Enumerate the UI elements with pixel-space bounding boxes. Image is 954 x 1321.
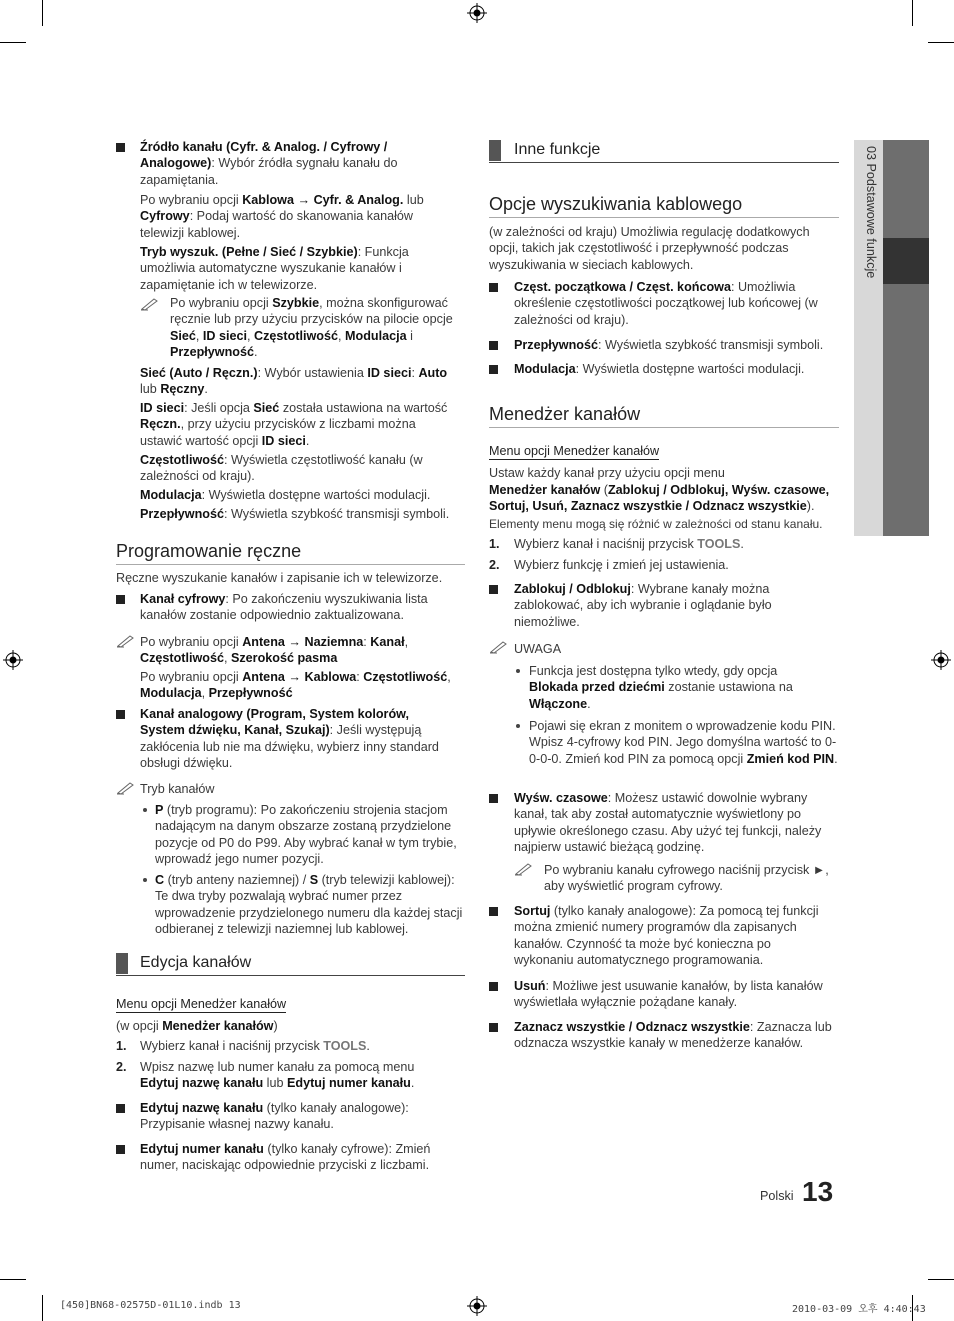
channel-mode-item: C (tryb anteny naziemnej) / S (tryb telewizji kablowej): Te dwa tryby pozwalają wybrać numer przez wprowadzenie przydzielonego numeru dla każdej stacji odbieranej z telewizji naziemnej lub kablowej. [155, 873, 463, 937]
start-stop-freq-item: Częst. początkowa / Częst. końcowa: Umożliwia określenie częstotliwości początkowej lub końcowej (w zależności od kraju). [514, 280, 818, 327]
note-item-2: Pojawi się ekran z monitem o wprowadzenie kodu PIN. Wpisz 4-cyfrowy kod PIN. Jego domyślna wartość to 0-0-0-0. Zmień kod PIN za pomocą opcji Zmień kod PIN. [529, 719, 838, 766]
edit-number-item: Edytuj numer kanału (tylko kanały cyfrowe): Zmień numer, naciskając odpowiednie przyciski z liczbami. [140, 1142, 431, 1173]
digital-channel-note: Po wybraniu kanału cyfrowego naciśnij przycisk ►, aby wyświetlić program cyfrowy. [544, 863, 829, 894]
step-number: 2. [116, 1060, 127, 1074]
section-edit-channel: Edycja kanałów [140, 954, 252, 971]
heading-channel-manager: Menedżer kanałów [489, 404, 641, 424]
step-1: Wybierz kanał i naciśnij przycisk TOOLS. [514, 537, 744, 551]
section-bar [116, 953, 128, 974]
page-language: Polski [760, 1189, 794, 1203]
step-2: Wybierz funkcję i zmień jej ustawienia. [514, 558, 729, 572]
timer-view-item: Wyśw. czasowe: Możesz ustawić dowolnie wybrany kanał, tak aby został automatycznie wyświetlony po upływie określonego czasu. Aby użyć tej funkcji, należy najpierw ustawić bieżącą godzinę. [514, 791, 822, 855]
crop-mark [0, 1279, 26, 1280]
manager-intro-2: Menedżer kanałów (Zablokuj / Odblokuj, Wyśw. czasowe, Sortuj, Usuń, Zaznacz wszystkie / Odznacz wszystkie). [489, 483, 830, 514]
bullet-icon [116, 143, 125, 152]
step-number: 1. [116, 1039, 127, 1053]
dot-bullet-icon [143, 878, 147, 882]
crop-mark [0, 42, 26, 43]
page-number: 13 [802, 1176, 834, 1207]
registration-mark-icon [467, 3, 487, 23]
sort-item: Sortuj (tylko kanały analogowe): Za pomocą tej funkcji można zmienić numery programów dla zapisanych kanałów. Czynność ta może być konieczna po wykonaniu automatycznego programowania. [514, 904, 819, 968]
bullet-icon [489, 283, 498, 292]
bullet-icon [116, 595, 125, 604]
bullet-icon [116, 710, 125, 719]
heading-manual-tuning: Programowanie ręczne [116, 541, 302, 561]
manual-intro: Ręczne wyszukanie kanałów i zapisanie ich w telewizorze. [116, 571, 443, 585]
symbol-rate-paragraph: Przepływność: Wyświetla szybkość transmisji symboli. [140, 507, 450, 521]
manager-intro-3: Elementy menu mogą się różnić w zależności od stanu kanału. [489, 517, 823, 531]
registration-mark-icon [467, 1296, 487, 1316]
section-rule [489, 162, 839, 163]
antenna-terrestrial-note: Po wybraniu opcji Antena → Naziemna: Kanał, Częstotliwość, Szerokość pasma [140, 635, 409, 666]
antenna-cable-note: Po wybraniu opcji Antena → Kablowa: Częstotliwość, Modulacja, Przepływność [140, 670, 451, 701]
digital-channel-item: Kanał cyfrowy: Po zakończeniu wyszukiwania lista kanałów zostanie odpowiednio zaktualizowana. [140, 592, 428, 623]
heading-rule [116, 564, 465, 565]
note-pencil-icon [514, 862, 534, 876]
bullet-icon [489, 907, 498, 916]
step-2: Wpisz nazwę lub numer kanału za pomocą menu Edytuj nazwę kanału lub Edytuj numer kanału. [140, 1060, 415, 1091]
step-number: 1. [489, 537, 500, 551]
crop-mark [42, 1295, 43, 1321]
note-label: UWAGA [514, 642, 562, 656]
menu-title: Menu opcji Menedżer kanałów [116, 997, 287, 1011]
crop-mark [928, 1279, 954, 1280]
bullet-icon [489, 982, 498, 991]
note-pencil-icon [116, 781, 136, 795]
footer-date: 2010-03-09 오후 4:40:43 [792, 1304, 926, 1315]
modulation-paragraph: Modulacja: Wyświetla dostępne wartości modulacji. [140, 488, 431, 502]
bullet-icon [489, 365, 498, 374]
lock-item: Zablokuj / Odblokuj: Wybrane kanały można zablokować, aby ich wybranie i oglądanie było niemożliwe. [514, 582, 772, 629]
channel-mode-note: Tryb kanałów [140, 782, 215, 796]
note-item-1: Funkcja jest dostępna tylko wtedy, gdy opcja Blokada przed dziećmi zostanie ustawiona na Włączone. [529, 664, 793, 711]
chapter-tab-marker [883, 238, 929, 284]
registration-mark-icon [3, 650, 23, 670]
note-pencil-icon [140, 297, 160, 311]
heading-cable-search: Opcje wyszukiwania kablowego [489, 194, 743, 214]
cable-paragraph: Po wybraniu opcji Kablowa → Cyfr. & Analog. lub Cyfrowy: Podaj wartość do skanowania kanałów telewizji kablowej. [140, 193, 424, 240]
menu-title: Menu opcji Menedżer kanałów [489, 444, 660, 458]
menu-subtitle: (w opcji Menedżer kanałów) [116, 1019, 278, 1033]
modulation-item: Modulacja: Wyświetla dostępne wartości modulacji. [514, 362, 805, 376]
section-other-functions: Inne funkcje [514, 141, 601, 158]
registration-mark-icon [931, 650, 951, 670]
bullet-icon [489, 1023, 498, 1032]
heading-rule [489, 217, 839, 218]
crop-mark [928, 42, 954, 43]
source-item: Źródło kanału (Cyfr. & Analog. / Cyfrowy / Analogowe): Wybór źródła sygnału kanału do zapamiętania. [140, 140, 398, 187]
note-pencil-icon [116, 634, 136, 648]
dot-bullet-icon [516, 669, 520, 673]
bullet-icon [489, 585, 498, 594]
heading-rule [489, 427, 839, 428]
bullet-icon [116, 1145, 125, 1154]
frequency-paragraph: Częstotliwość: Wyświetla częstotliwość kanału (w zależności od kraju). [140, 453, 423, 484]
bullet-icon [489, 341, 498, 350]
cable-intro: (w zależności od kraju) Umożliwia regulację dodatkowych opcji, takich jak częstotliwość i przepływność podczas wyszukiwania w sieciach kablowych. [489, 225, 810, 272]
bullet-icon [489, 794, 498, 803]
step-1: Wybierz kanał i naciśnij przycisk TOOLS. [140, 1039, 370, 1053]
select-all-item: Zaznacz wszystkie / Odznacz wszystkie: Zaznacza lub odznacza wszystkie kanały w menedżerze kanałów. [514, 1020, 832, 1051]
program-mode-item: P (tryb programu): Po zakończeniu strojenia stacjom nadającym na danym obszarze zostaną przydzielone pozycje od P0 do P99. Aby wybrać kanał w tym trybie, wprowadź jego numer pozycji. [155, 803, 457, 867]
section-bar [489, 140, 501, 161]
edit-name-item: Edytuj nazwę kanału (tylko kanały analogowe): Przypisanie własnej nazwy kanału. [140, 1101, 409, 1132]
analog-channel-item: Kanał analogowy (Program, System kolorów, System dźwięku, Kanał, Szukaj): Jeśli występują zakłócenia lub nie ma dźwięku, wybierz inny standard obsługi dźwięku. [140, 707, 439, 771]
network-paragraph: Sieć (Auto / Ręczn.): Wybór ustawienia ID sieci: Auto lub Ręczny. [140, 366, 448, 397]
crop-mark [912, 0, 913, 26]
dot-bullet-icon [516, 724, 520, 728]
crop-mark [42, 0, 43, 26]
section-rule [116, 975, 465, 976]
quick-note: Po wybraniu opcji Szybkie, można skonfigurować ręcznie lub przy użyciu przycisków na pilocie opcje Sieć, ID sieci, Częstotliwość, Modulacja i Przepływność. [170, 296, 453, 360]
chapter-tab-dark [883, 140, 929, 536]
chapter-label: 03 Podstawowe funkcje [864, 146, 878, 279]
symbol-rate-item: Przepływność: Wyświetla szybkość transmisji symboli. [514, 338, 824, 352]
search-mode-paragraph: Tryb wyszuk. (Pełne / Sieć / Szybkie): Funkcja umożliwia automatyczne wyszukanie kanałów i zapamiętanie ich w telewizorze. [140, 245, 409, 292]
note-pencil-icon [489, 640, 509, 654]
network-id-paragraph: ID sieci: Jeśli opcja Sieć została ustawiona na wartość Ręczn., przy użyciu przycisków z liczbami można ustawić wartość opcji ID sieci. [140, 401, 448, 448]
step-number: 2. [489, 558, 500, 572]
delete-item: Usuń: Możliwe jest usuwanie kanałów, by lista kanałów wyświetlała wyłącznie pożądane kanały. [514, 979, 823, 1010]
footer-file: [450]BN68-02575D-01L10.indb 13 [60, 1300, 241, 1311]
manager-intro-1: Ustaw każdy kanał przy użyciu opcji menu [489, 466, 725, 480]
bullet-icon [116, 1104, 125, 1113]
dot-bullet-icon [143, 808, 147, 812]
